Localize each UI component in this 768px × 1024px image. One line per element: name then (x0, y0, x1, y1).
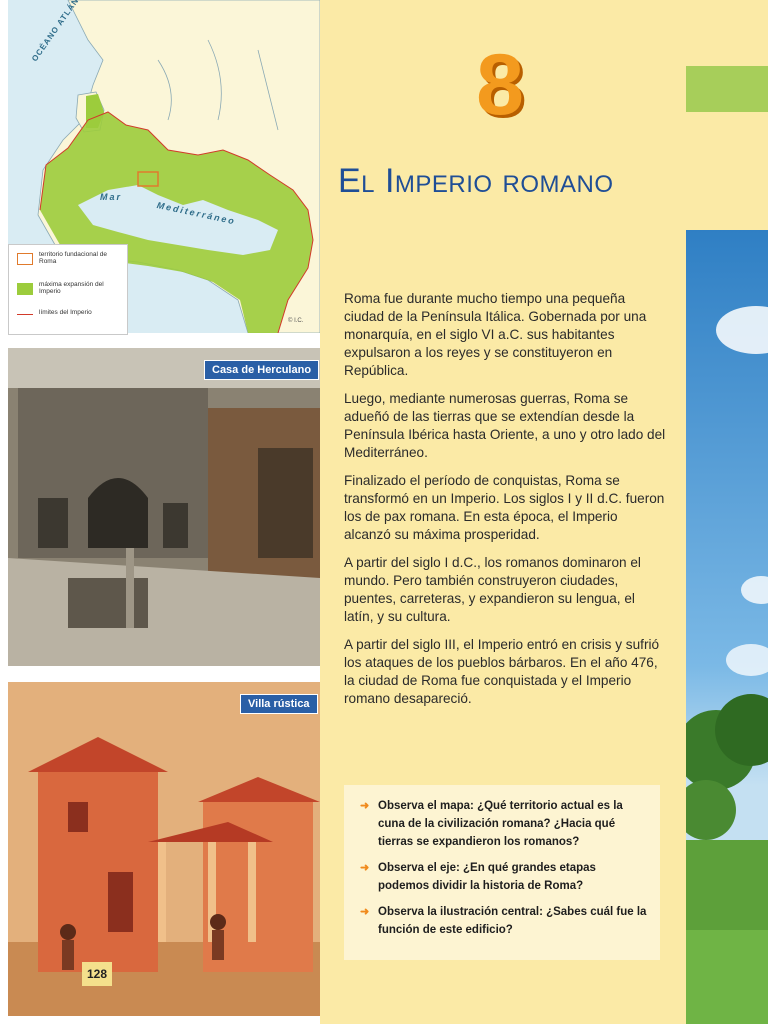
image-column (0, 0, 320, 1024)
paragraph: Roma fue durante mucho tiempo una pequeña ciudad de la Península Itálica. Gobernada por una monarquía, en el siglo VI a.C. sus habitantes expulsaron a los reyes y se constituyeron en República. (344, 291, 647, 378)
map-copyright: © I.C. (288, 318, 304, 324)
sea-label-1: Mar (100, 192, 123, 202)
map-legend (8, 244, 128, 335)
paragraph: Luego, mediante numerosas guerras, Roma se adueñó de las tierras que se extendían desde la Península Ibérica hasta Oriente, a uno y otro lado del Mediterráneo. (344, 391, 666, 460)
limit-line-icon (17, 314, 33, 315)
landscape-photo (686, 230, 768, 1024)
body-text (344, 290, 666, 718)
chapter-tab (686, 66, 768, 112)
photo-tag-villa: Villa rústica (240, 694, 318, 714)
questions-box (344, 785, 660, 960)
arrow-right-icon: ➜ (360, 800, 370, 812)
founding-swatch-icon (17, 253, 33, 265)
legend-label: territorio fundacional de Roma (39, 251, 107, 265)
sea-label-2: Mediterráneo (155, 200, 237, 227)
question-item (360, 797, 650, 851)
question-text: Observa el eje: ¿En qué grandes etapas podemos dividir la historia de Roma? (378, 862, 596, 892)
villa-illustration (8, 682, 320, 1016)
arrow-right-icon: ➜ (360, 862, 370, 874)
chapter-number: 8 (476, 37, 524, 133)
paragraph: A partir del siglo III, el Imperio entró en crisis y sufrió los ataques de los pueblos bárbaros. En el año 476, la ciudad de Roma fue conquistada y el Imperio romano desapareció. (344, 637, 660, 706)
page-number: 128 (82, 962, 112, 986)
herculaneum-illustration (8, 348, 320, 666)
paragraph: A partir del siglo I d.C., los romanos dominaron el mundo. Pero también construyeron ciudades, puentes, carreteras, y expandieron su lengua, el latín, y su cultura. (344, 555, 641, 624)
arrow-right-icon: ➜ (360, 906, 370, 918)
legend-label: máxima expansión del Imperio (39, 281, 104, 295)
photo-tag-herculaneum: Casa de Herculano (204, 360, 319, 380)
question-text: Observa el mapa: ¿Qué territorio actual es la cuna de la civilización romana? ¿Hacia qué tierras se expandieron los romanos? (378, 800, 623, 848)
landscape-graphic (686, 230, 768, 1024)
villa-rustica-illustration (8, 682, 320, 1016)
question-item (360, 903, 650, 939)
chapter-title: El Imperio romano (338, 162, 614, 200)
strip-panel (686, 112, 768, 230)
question-text: Observa la ilustración central: ¿Sabes cuál fue la función de este edificio? (378, 906, 647, 936)
paragraph: Finalizado el período de conquistas, Roma se transformó en un Imperio. Los siglos I y II d.C. fueron los de pax romana. En esta época, el Imperio alcanzó su máxima prosperidad. (344, 473, 665, 542)
question-item (360, 859, 650, 895)
legend-label: límites del Imperio (39, 309, 92, 316)
expansion-swatch-icon (17, 283, 33, 295)
herculaneum-photo (8, 348, 320, 666)
